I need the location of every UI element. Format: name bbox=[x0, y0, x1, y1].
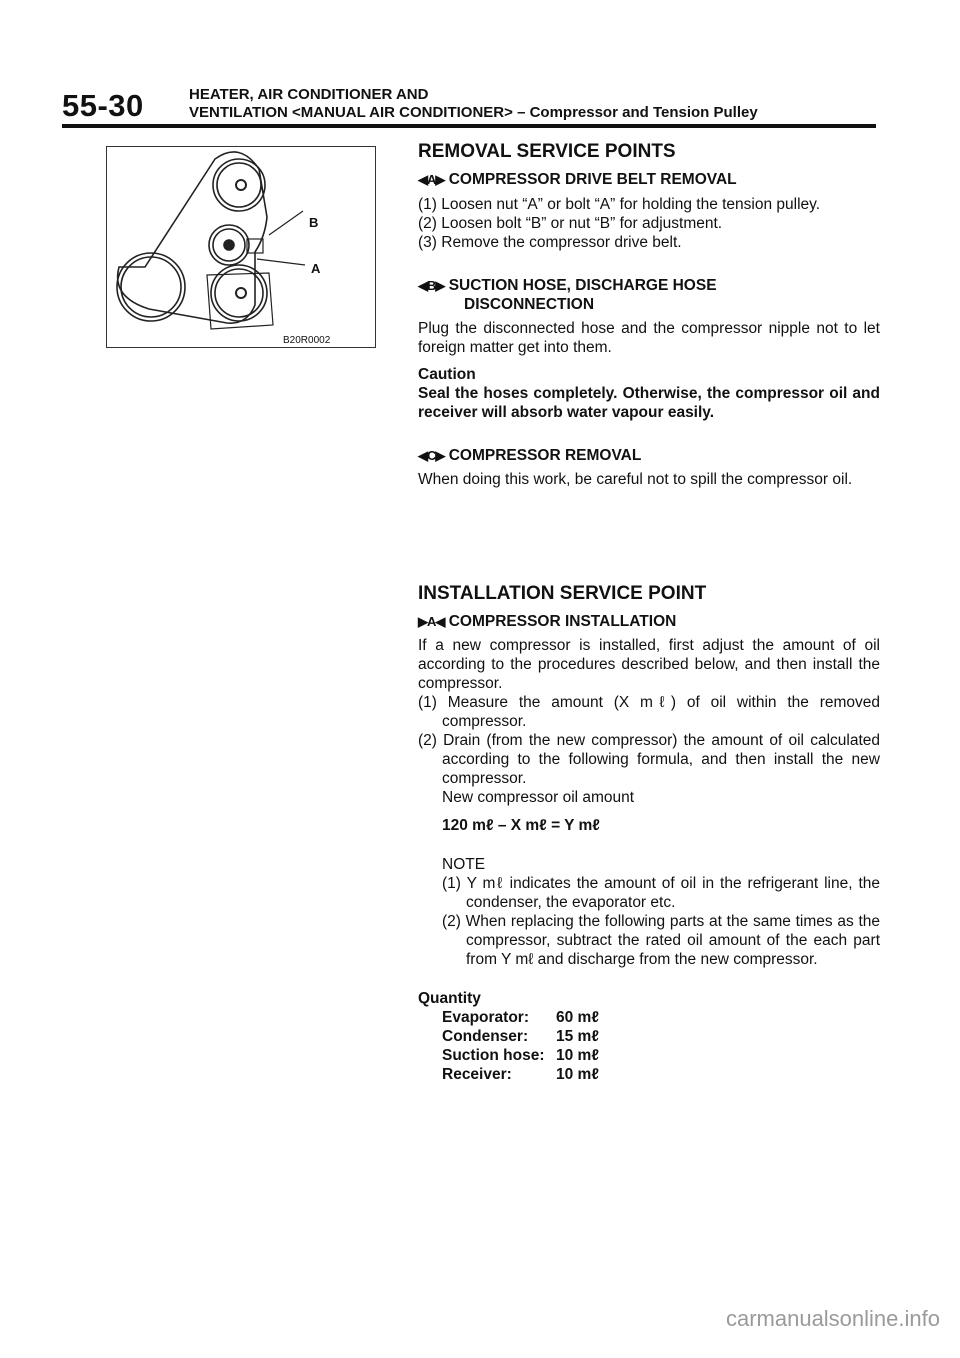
service-marker-b: ◀B▶ bbox=[418, 278, 445, 293]
installation-service-point bbox=[418, 584, 880, 1084]
quantity-amount: 60 mℓ bbox=[556, 1009, 599, 1026]
belt-diagram-drawing bbox=[107, 147, 375, 347]
quantity-amount: 10 mℓ bbox=[556, 1047, 599, 1064]
removal-b-title-line1: SUCTION HOSE, DISCHARGE HOSE bbox=[448, 277, 717, 294]
service-marker-a: ◀A▶ bbox=[418, 172, 445, 187]
quantity-row bbox=[418, 1065, 880, 1084]
installation-a-title: COMPRESSOR INSTALLATION bbox=[448, 613, 677, 630]
figure-label-b: B bbox=[309, 215, 319, 230]
quantity-part: Receiver: bbox=[442, 1066, 512, 1083]
installation-a-heading bbox=[418, 612, 880, 631]
quantity-row bbox=[418, 1046, 880, 1065]
installation-step-2: (2) Drain (from the new compressor) the amount of oil calculated according to the following formula, and then install the new compressor. bbox=[418, 732, 880, 787]
header-title-line1: HEATER, AIR CONDITIONER AND bbox=[189, 86, 429, 103]
installation-intro: If a new compressor is installed, first adjust the amount of oil according to the procedures described below, and then install the compressor. bbox=[418, 637, 880, 692]
service-marker-install-a: ▶A◀ bbox=[418, 614, 445, 629]
formula-label: New compressor oil amount bbox=[442, 789, 635, 806]
top-pulley bbox=[213, 159, 265, 211]
figure-label-a: A bbox=[311, 261, 321, 276]
page-number: 55-30 bbox=[62, 88, 144, 123]
removal-b-text: Plug the disconnected hose and the compressor nipple not to let foreign matter get into them. bbox=[418, 320, 880, 356]
removal-a-step-2: (2) Loosen bolt “B” or nut “B” for adjustment. bbox=[418, 215, 723, 232]
service-marker-c: ◀C▶ bbox=[418, 448, 445, 463]
removal-service-points bbox=[418, 142, 880, 489]
removal-b-title-line2: DISCONNECTION bbox=[464, 296, 595, 313]
removal-title: REMOVAL SERVICE POINTS bbox=[418, 141, 676, 162]
caution-label: Caution bbox=[418, 366, 476, 383]
figure-code: B20R0002 bbox=[283, 335, 331, 346]
quantity-amount: 10 mℓ bbox=[556, 1066, 599, 1083]
removal-c-title: COMPRESSOR REMOVAL bbox=[448, 447, 642, 464]
caution-text: Seal the hoses completely. Otherwise, the compressor oil and receiver will absorb water vapour easily. bbox=[418, 385, 880, 421]
removal-a-step-3: (3) Remove the compressor drive belt. bbox=[418, 234, 682, 251]
belt-diagram-figure bbox=[106, 146, 376, 348]
quantity-label: Quantity bbox=[418, 990, 481, 1007]
header-title-line2: VENTILATION <MANUAL AIR CONDITIONER> – Compressor and Tension Pulley bbox=[189, 104, 758, 121]
removal-a-title: COMPRESSOR DRIVE BELT REMOVAL bbox=[448, 171, 737, 188]
quantity-row bbox=[418, 1008, 880, 1027]
note-label: NOTE bbox=[442, 856, 486, 873]
removal-b-heading bbox=[418, 276, 880, 295]
removal-a-heading bbox=[418, 170, 880, 189]
formula: 120 mℓ – X mℓ = Y mℓ bbox=[442, 817, 600, 834]
crank-pulley bbox=[117, 253, 185, 321]
quantity-amount: 15 mℓ bbox=[556, 1028, 599, 1045]
quantity-part: Evaporator: bbox=[442, 1009, 529, 1026]
installation-title: INSTALLATION SERVICE POINT bbox=[418, 583, 707, 604]
removal-c-text: When doing this work, be careful not to spill the compressor oil. bbox=[418, 471, 853, 488]
note-2: (2) When replacing the following parts at the same times as the compressor, subtract the rated oil amount of the each part from Y mℓ and discharge from the new compressor. bbox=[442, 913, 880, 968]
removal-c-heading bbox=[418, 446, 880, 465]
quantity-part: Suction hose: bbox=[442, 1047, 545, 1064]
removal-a-step-1: (1) Loosen nut “A” or bolt “A” for holding the tension pulley. bbox=[418, 196, 821, 213]
site-watermark: carmanualsonline.info bbox=[725, 1306, 940, 1331]
quantity-part: Condenser: bbox=[442, 1028, 529, 1045]
header-rule bbox=[62, 124, 876, 128]
installation-step-1: (1) Measure the amount (X mℓ) of oil within the removed compressor. bbox=[418, 694, 880, 730]
note-1: (1) Y mℓ indicates the amount of oil in the refrigerant line, the condenser, the evaporator etc. bbox=[442, 875, 880, 911]
quantity-row bbox=[418, 1027, 880, 1046]
